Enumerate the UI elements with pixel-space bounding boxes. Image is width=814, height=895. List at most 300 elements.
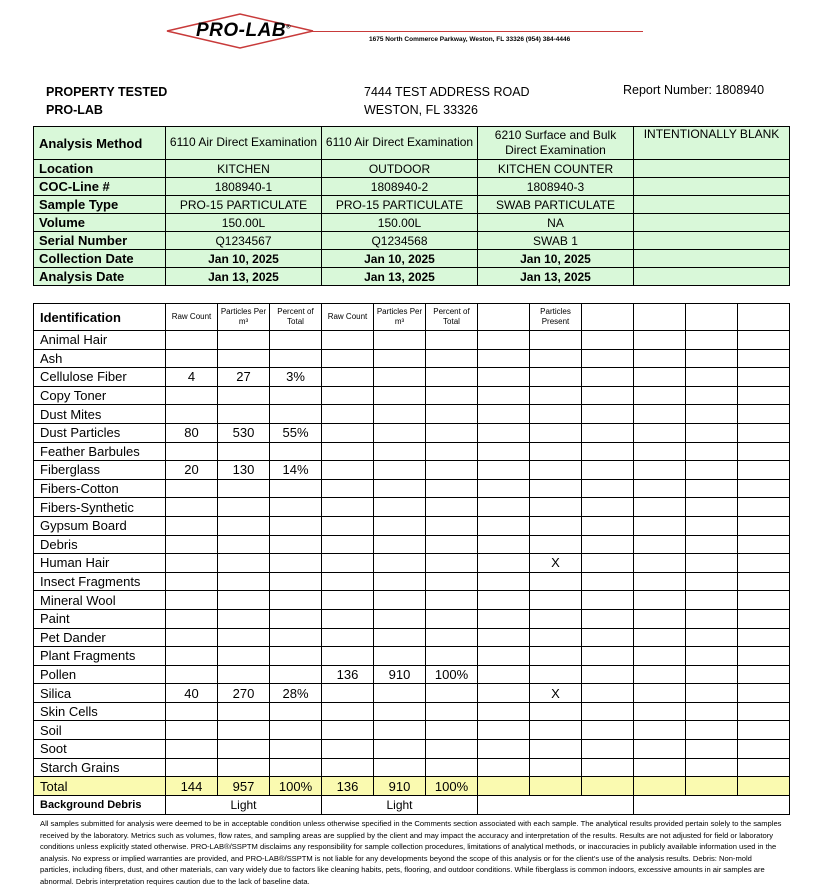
result-cell	[738, 702, 790, 721]
coc-line-row	[34, 178, 790, 196]
result-cell	[166, 628, 218, 647]
result-cell: 910	[374, 665, 426, 684]
result-cell	[530, 740, 582, 759]
sample-type-cell: PRO-15 PARTICULATE	[166, 196, 322, 214]
result-cell	[686, 572, 738, 591]
result-cell	[426, 331, 478, 350]
volume-row	[34, 214, 790, 232]
result-cell	[270, 572, 322, 591]
result-cell	[426, 423, 478, 442]
result-cell	[426, 349, 478, 368]
result-cell	[270, 628, 322, 647]
result-cell	[374, 758, 426, 777]
result-cell	[686, 442, 738, 461]
background-debris-value: Light	[322, 796, 478, 815]
collection-date-cell: Jan 10, 2025	[166, 250, 322, 268]
analysis-date-cell: Jan 13, 2025	[166, 268, 322, 286]
result-cell	[582, 684, 634, 703]
result-cell	[166, 740, 218, 759]
result-cell	[166, 349, 218, 368]
result-cell	[634, 758, 686, 777]
result-cell	[218, 479, 270, 498]
total-cell: 957	[218, 777, 270, 796]
result-cell	[426, 758, 478, 777]
particle-name: Dust Particles	[34, 423, 166, 442]
result-cell	[374, 479, 426, 498]
result-cell	[374, 721, 426, 740]
result-cell	[582, 740, 634, 759]
result-cell	[738, 479, 790, 498]
result-cell	[686, 591, 738, 610]
result-cell	[478, 628, 530, 647]
column-subheader: Percent of Total	[426, 304, 478, 331]
result-cell: 20	[166, 461, 218, 480]
particle-name: Dust Mites	[34, 405, 166, 424]
result-cell	[166, 647, 218, 666]
result-cell: 130	[218, 461, 270, 480]
location-cell: KITCHEN	[166, 160, 322, 178]
result-cell	[634, 628, 686, 647]
result-cell	[322, 479, 374, 498]
result-cell	[218, 721, 270, 740]
column-subheader: Particles Per m³	[374, 304, 426, 331]
result-cell	[530, 702, 582, 721]
particle-name: Paint	[34, 609, 166, 628]
result-cell	[426, 647, 478, 666]
property-label-line2: PRO-LAB	[46, 103, 103, 117]
result-cell	[634, 591, 686, 610]
result-cell	[582, 498, 634, 517]
property-label-line1: PROPERTY TESTED	[46, 85, 168, 99]
result-cell	[270, 721, 322, 740]
table-row	[34, 684, 790, 703]
column-subheader	[582, 304, 634, 331]
result-cell	[478, 609, 530, 628]
table-row	[34, 702, 790, 721]
result-cell	[426, 442, 478, 461]
result-cell	[322, 386, 374, 405]
result-cell	[686, 498, 738, 517]
particle-name: Animal Hair	[34, 331, 166, 350]
result-cell	[166, 516, 218, 535]
result-cell	[166, 591, 218, 610]
result-cell	[478, 479, 530, 498]
result-cell	[218, 740, 270, 759]
result-cell	[218, 609, 270, 628]
result-cell	[686, 721, 738, 740]
total-cell: 144	[166, 777, 218, 796]
result-cell	[478, 405, 530, 424]
table-row	[34, 591, 790, 610]
result-cell	[218, 405, 270, 424]
result-cell	[426, 609, 478, 628]
particle-name: Pollen	[34, 665, 166, 684]
result-cell	[634, 740, 686, 759]
result-cell	[166, 721, 218, 740]
particle-name: Debris	[34, 535, 166, 554]
result-cell	[478, 349, 530, 368]
result-cell	[582, 591, 634, 610]
result-cell	[530, 349, 582, 368]
analysis-date-label: Analysis Date	[34, 268, 166, 286]
particle-name: Gypsum Board	[34, 516, 166, 535]
table-row	[34, 647, 790, 666]
total-cell: 910	[374, 777, 426, 796]
total-cell	[582, 777, 634, 796]
analysis-method-cell: 6210 Surface and Bulk Direct Examination	[478, 127, 634, 160]
result-cell	[634, 498, 686, 517]
result-cell	[686, 368, 738, 387]
column-subheader: Raw Count	[166, 304, 218, 331]
table-row	[34, 479, 790, 498]
result-cell	[686, 684, 738, 703]
result-cell	[218, 386, 270, 405]
result-cell	[218, 442, 270, 461]
result-cell	[322, 628, 374, 647]
result-cell	[166, 572, 218, 591]
result-cell	[166, 554, 218, 573]
table-row	[34, 535, 790, 554]
result-cell	[218, 665, 270, 684]
collection-date-row	[34, 250, 790, 268]
result-cell	[738, 591, 790, 610]
results-header-row	[34, 304, 790, 331]
result-cell	[426, 572, 478, 591]
sample-type-cell	[634, 196, 790, 214]
result-cell	[166, 442, 218, 461]
result-cell	[270, 405, 322, 424]
result-cell	[530, 665, 582, 684]
header-rule	[310, 31, 643, 32]
coc-line-cell: 1808940-2	[322, 178, 478, 196]
result-cell	[530, 647, 582, 666]
table-row	[34, 665, 790, 684]
sample-info-table	[33, 126, 790, 286]
result-cell	[582, 386, 634, 405]
result-cell	[634, 368, 686, 387]
result-cell	[426, 740, 478, 759]
table-row	[34, 554, 790, 573]
result-cell	[738, 572, 790, 591]
result-cell	[582, 516, 634, 535]
result-cell	[530, 628, 582, 647]
result-cell	[426, 498, 478, 517]
result-cell	[530, 498, 582, 517]
company-address: 1675 North Commerce Parkway, Weston, FL 33326 (954) 384-4446	[369, 36, 571, 43]
result-cell	[270, 516, 322, 535]
result-cell	[478, 461, 530, 480]
result-cell	[738, 331, 790, 350]
result-cell	[166, 535, 218, 554]
result-cell: X	[530, 684, 582, 703]
result-cell	[530, 461, 582, 480]
particle-name: Plant Fragments	[34, 647, 166, 666]
result-cell	[582, 554, 634, 573]
result-cell: X	[530, 554, 582, 573]
result-cell	[634, 572, 686, 591]
result-cell	[322, 702, 374, 721]
result-cell: 28%	[270, 684, 322, 703]
particle-name: Skin Cells	[34, 702, 166, 721]
results-table	[33, 303, 790, 815]
column-subheader	[634, 304, 686, 331]
result-cell	[270, 442, 322, 461]
result-cell: 55%	[270, 423, 322, 442]
result-cell	[738, 498, 790, 517]
table-row	[34, 572, 790, 591]
result-cell	[426, 721, 478, 740]
coc-line-cell: 1808940-3	[478, 178, 634, 196]
background-debris-value	[634, 796, 790, 815]
result-cell	[374, 331, 426, 350]
result-cell	[374, 628, 426, 647]
result-cell	[738, 758, 790, 777]
result-cell	[322, 591, 374, 610]
volume-cell: 150.00L	[166, 214, 322, 232]
result-cell: 530	[218, 423, 270, 442]
result-cell	[738, 740, 790, 759]
result-cell	[218, 498, 270, 517]
result-cell	[478, 591, 530, 610]
table-row	[34, 721, 790, 740]
result-cell	[582, 628, 634, 647]
result-cell	[374, 405, 426, 424]
report-number: Report Number: 1808940	[623, 83, 765, 97]
result-cell	[686, 349, 738, 368]
total-cell	[738, 777, 790, 796]
result-cell	[322, 721, 374, 740]
result-cell	[218, 647, 270, 666]
result-cell	[374, 740, 426, 759]
table-row	[34, 609, 790, 628]
result-cell	[270, 740, 322, 759]
result-cell	[218, 554, 270, 573]
table-row	[34, 405, 790, 424]
sample-type-cell: SWAB PARTICULATE	[478, 196, 634, 214]
result-cell	[530, 516, 582, 535]
result-cell	[530, 405, 582, 424]
total-cell: 136	[322, 777, 374, 796]
result-cell	[686, 702, 738, 721]
result-cell	[582, 647, 634, 666]
result-cell	[582, 665, 634, 684]
coc-line-label: COC-Line #	[34, 178, 166, 196]
serial-number-label: Serial Number	[34, 232, 166, 250]
result-cell	[374, 609, 426, 628]
column-subheader: Percent of Total	[270, 304, 322, 331]
background-debris-label: Background Debris	[34, 796, 166, 815]
result-cell	[738, 554, 790, 573]
result-cell	[426, 554, 478, 573]
location-label: Location	[34, 160, 166, 178]
result-cell	[270, 609, 322, 628]
result-cell	[478, 331, 530, 350]
particle-name: Fibers-Cotton	[34, 479, 166, 498]
table-row	[34, 442, 790, 461]
result-cell	[270, 702, 322, 721]
result-cell	[582, 368, 634, 387]
result-cell	[634, 405, 686, 424]
result-cell	[322, 516, 374, 535]
result-cell	[634, 535, 686, 554]
result-cell	[582, 349, 634, 368]
table-row	[34, 331, 790, 350]
result-cell	[634, 479, 686, 498]
particle-name: Soil	[34, 721, 166, 740]
result-cell	[270, 386, 322, 405]
result-cell	[426, 368, 478, 387]
result-cell	[686, 740, 738, 759]
coc-line-cell	[634, 178, 790, 196]
particle-name: Cellulose Fiber	[34, 368, 166, 387]
result-cell	[478, 386, 530, 405]
result-cell: 27	[218, 368, 270, 387]
particle-name: Silica	[34, 684, 166, 703]
result-cell	[322, 554, 374, 573]
total-cell: 100%	[270, 777, 322, 796]
result-cell	[582, 572, 634, 591]
result-cell	[738, 647, 790, 666]
result-cell	[166, 758, 218, 777]
result-cell	[426, 684, 478, 703]
result-cell	[374, 442, 426, 461]
result-cell	[530, 331, 582, 350]
result-cell	[738, 461, 790, 480]
result-cell	[478, 498, 530, 517]
result-cell	[270, 665, 322, 684]
result-cell	[530, 721, 582, 740]
result-cell	[582, 609, 634, 628]
result-cell	[634, 647, 686, 666]
sample-type-label: Sample Type	[34, 196, 166, 214]
result-cell	[218, 758, 270, 777]
result-cell	[426, 461, 478, 480]
property-address-line2: WESTON, FL 33326	[364, 103, 478, 117]
result-cell	[686, 647, 738, 666]
serial-number-cell: SWAB 1	[478, 232, 634, 250]
table-row	[34, 386, 790, 405]
result-cell	[686, 331, 738, 350]
disclaimer-text: All samples submitted for analysis were deemed to be in acceptable condition unless otherwise specified in the Comments section associated with each sample. The analytical results provided pertain solely to the samples received by the laboratory. Metrics such as volumes, flow rates, and sampling areas are supplied by the client and may impact the accuracy and interpretation of the results. Results are not adjusted for field or laboratory conditions unless explicitly stated otherwise. PRO-LAB®/SSPTM disclaims any responsibility for sample collection procedures, limitations of analytical methods, or inaccuracies in publicly available information used in the analysis. No express or implied warranties are provided, and PRO-LAB®/SSPTM is not liable for any developments beyond the scope of this analysis or for the client's use of the analysis results. Debris: Non-mold particles, including fibers, dust, and other materials, can vary widely due to factors like cleaning habits, pets, flooring, and outdoor conditions. While fiberglass is common indoors, excessive amounts in air samples are abnormal. Debris interpretation requires caution due to the lack of baseline data.	[40, 819, 782, 886]
result-cell	[166, 479, 218, 498]
result-cell	[738, 628, 790, 647]
background-debris-value: Light	[166, 796, 322, 815]
column-subheader: Raw Count	[322, 304, 374, 331]
result-cell	[270, 535, 322, 554]
background-debris-row	[34, 796, 790, 815]
result-cell	[634, 516, 686, 535]
result-cell	[478, 535, 530, 554]
result-cell	[218, 535, 270, 554]
result-cell	[322, 684, 374, 703]
result-cell	[634, 423, 686, 442]
total-label: Total	[34, 777, 166, 796]
result-cell	[322, 442, 374, 461]
result-cell	[530, 758, 582, 777]
property-address	[364, 83, 530, 119]
result-cell	[322, 349, 374, 368]
serial-number-cell	[634, 232, 790, 250]
property-label	[46, 83, 167, 119]
result-cell	[686, 423, 738, 442]
result-cell	[738, 721, 790, 740]
result-cell	[478, 721, 530, 740]
volume-cell	[634, 214, 790, 232]
result-cell	[582, 405, 634, 424]
particle-name: Starch Grains	[34, 758, 166, 777]
result-cell	[218, 572, 270, 591]
result-cell: 136	[322, 665, 374, 684]
property-address-line1: 7444 TEST ADDRESS ROAD	[364, 85, 530, 99]
result-cell	[738, 516, 790, 535]
background-debris-value	[478, 796, 634, 815]
result-cell	[582, 461, 634, 480]
particle-name: Fibers-Synthetic	[34, 498, 166, 517]
table-row	[34, 740, 790, 759]
result-cell	[374, 423, 426, 442]
result-cell	[634, 684, 686, 703]
result-cell	[270, 591, 322, 610]
location-cell	[634, 160, 790, 178]
result-cell	[166, 665, 218, 684]
result-cell	[582, 423, 634, 442]
result-cell	[478, 647, 530, 666]
result-cell	[426, 628, 478, 647]
result-cell	[530, 609, 582, 628]
result-cell: 3%	[270, 368, 322, 387]
location-row	[34, 160, 790, 178]
result-cell	[582, 758, 634, 777]
result-cell	[582, 702, 634, 721]
result-cell	[374, 386, 426, 405]
result-cell: 270	[218, 684, 270, 703]
result-cell	[530, 423, 582, 442]
result-cell	[426, 386, 478, 405]
result-cell	[374, 368, 426, 387]
result-cell	[218, 702, 270, 721]
volume-cell: NA	[478, 214, 634, 232]
result-cell	[738, 386, 790, 405]
location-cell: KITCHEN COUNTER	[478, 160, 634, 178]
result-cell	[426, 516, 478, 535]
result-cell	[270, 349, 322, 368]
analysis-method-label: Analysis Method	[34, 127, 166, 160]
result-cell	[166, 405, 218, 424]
particle-name: Copy Toner	[34, 386, 166, 405]
result-cell	[738, 349, 790, 368]
result-cell	[270, 331, 322, 350]
sample-type-cell: PRO-15 PARTICULATE	[322, 196, 478, 214]
table-row	[34, 516, 790, 535]
analysis-date-cell: Jan 13, 2025	[322, 268, 478, 286]
total-cell	[530, 777, 582, 796]
particle-name: Insect Fragments	[34, 572, 166, 591]
particle-name: Fiberglass	[34, 461, 166, 480]
result-cell	[322, 368, 374, 387]
result-cell	[322, 758, 374, 777]
result-cell	[322, 498, 374, 517]
result-cell	[686, 479, 738, 498]
result-cell	[634, 331, 686, 350]
result-cell	[478, 740, 530, 759]
column-subheader: Particles Per m³	[218, 304, 270, 331]
result-cell	[582, 479, 634, 498]
result-cell	[218, 331, 270, 350]
result-cell	[322, 331, 374, 350]
result-cell	[426, 702, 478, 721]
result-cell	[218, 516, 270, 535]
particle-name: Feather Barbules	[34, 442, 166, 461]
